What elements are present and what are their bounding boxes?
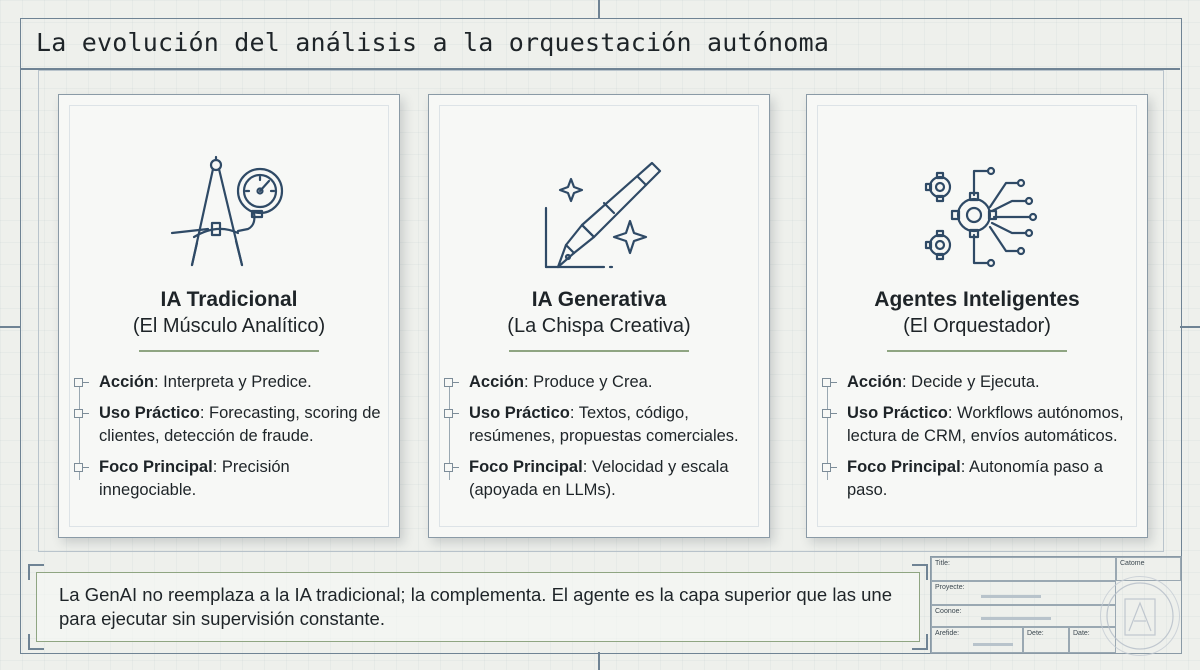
corner-mark — [28, 634, 44, 650]
card-intelligent-agents — [806, 94, 1148, 538]
card-traditional-ai — [58, 94, 400, 538]
tb-proyecte-cell: Proyecte: — [931, 581, 1116, 605]
bullet-item: Foco Principal: Autonomía paso a paso. — [819, 456, 1137, 502]
tb-title-cell: Title: — [931, 557, 1116, 581]
card-generative-ai — [428, 94, 770, 538]
bullet-item: Uso Práctico: Forecasting, scoring de clientes, detección de fraude. — [71, 402, 389, 448]
bullet-item: Acción: Interpreta y Predice. — [71, 371, 389, 394]
footer-text: La GenAI no reemplaza a la IA tradicional; la complementa. El agente es la capa superior que las une para ejecutar sin supervisión constante. — [59, 584, 893, 629]
bullet-item: Acción: Decide y Ejecuta. — [819, 371, 1137, 394]
tb-coonoe-cell: Coonoe: — [931, 605, 1116, 627]
card-divider — [139, 350, 319, 352]
bullet-item: Foco Principal: Velocidad y escala (apoyada en LLMs). — [441, 456, 759, 502]
bullet-list — [819, 371, 1137, 510]
bullet-item: Uso Práctico: Workflows autónomos, lectura de CRM, envíos automáticos. — [819, 402, 1137, 448]
card-title: IA Generativa — [531, 288, 667, 311]
crop-mark — [1180, 326, 1200, 328]
compass-gauge-icon — [164, 153, 294, 283]
card-divider — [887, 350, 1067, 352]
tb-date-cell: Date: — [1069, 627, 1116, 653]
crop-mark — [598, 0, 600, 18]
title-divider — [20, 68, 1180, 70]
card-divider — [509, 350, 689, 352]
corner-mark — [912, 634, 928, 650]
card-title: Agentes Inteligentes — [874, 288, 1080, 311]
bullet-item: Acción: Produce y Crea. — [441, 371, 759, 394]
bullet-item: Foco Principal: Precisión innegociable. — [71, 456, 389, 502]
card-subtitle: (La Chispa Creativa) — [507, 315, 691, 337]
card-subtitle: (El Músculo Analítico) — [132, 315, 326, 337]
crop-mark — [0, 326, 20, 328]
tb-catome-cell: Catome — [1116, 557, 1181, 581]
card-subtitle: (El Orquestador) — [903, 315, 1051, 337]
corner-mark — [912, 564, 928, 580]
corner-mark — [28, 564, 44, 580]
tb-arefide-cell: Arefide: — [931, 627, 1023, 653]
card-title: IA Tradicional — [160, 288, 298, 311]
bullet-list — [441, 371, 759, 510]
pen-sparkle-icon — [534, 153, 664, 283]
crop-mark — [598, 652, 600, 670]
footer-callout — [36, 572, 920, 642]
gears-network-icon — [912, 153, 1042, 283]
tb-dete-cell: Dete: — [1023, 627, 1069, 653]
seal-stamp — [1100, 576, 1180, 656]
bullet-list — [71, 371, 389, 510]
bullet-item: Uso Práctico: Textos, código, resúmenes, propuestas comerciales. — [441, 402, 759, 448]
page-title: La evolución del análisis a la orquestación autónoma — [36, 28, 830, 57]
